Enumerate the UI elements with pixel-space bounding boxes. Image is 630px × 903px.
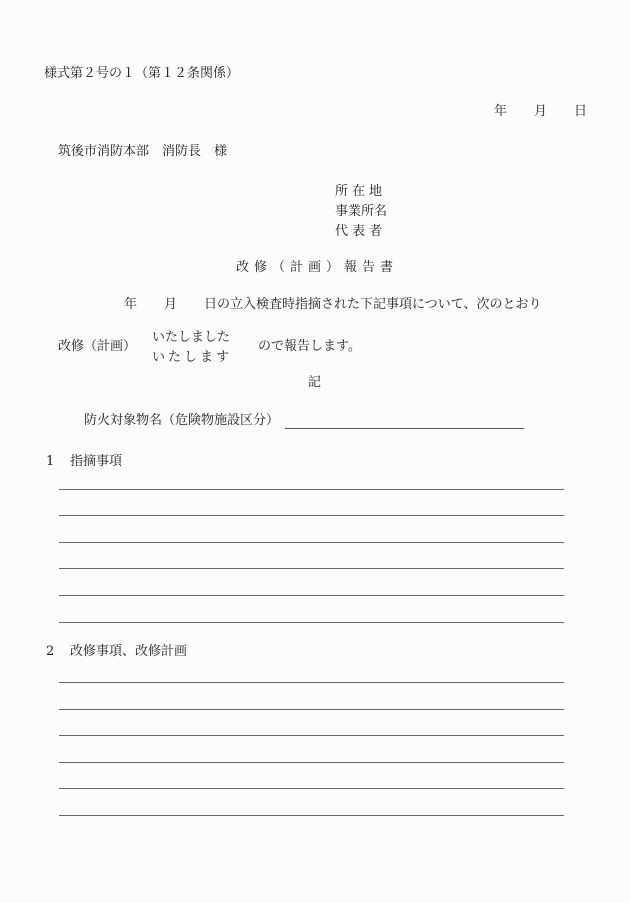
addressee: 筑後市消防本部 消防長 様 xyxy=(58,144,228,159)
section-2-number: 2 xyxy=(46,644,55,659)
section-1-line-4[interactable] xyxy=(59,568,564,569)
body-line-1 xyxy=(0,297,630,313)
section-2-title: 改修事項、改修計画 xyxy=(70,644,188,659)
section-2-heading xyxy=(46,644,187,660)
section-1-line-3[interactable] xyxy=(59,542,564,543)
section-2-line-2[interactable] xyxy=(59,709,564,710)
section-2-line-1[interactable] xyxy=(59,682,564,683)
date-month-label: 月 xyxy=(534,104,548,119)
form-number: 様式第２号の１（第１２条関係） xyxy=(44,66,240,81)
section-2-line-4[interactable] xyxy=(59,762,564,763)
document-title: 改修（計画）報告書 xyxy=(236,260,399,275)
choice-planned: いたします xyxy=(152,350,233,365)
target-object-label: 防火対象物名（危険物施設区分） xyxy=(84,413,280,428)
date-day-label: 日 xyxy=(574,104,588,119)
representative-label: 代表者 xyxy=(335,224,387,239)
section-1-title: 指摘事項 xyxy=(70,454,123,469)
inspection-year-label: 年 xyxy=(124,297,138,312)
ki-marker: 記 xyxy=(308,375,322,390)
section-1-number: 1 xyxy=(46,454,55,469)
submission-date xyxy=(0,104,630,120)
choice-completed: いたしました xyxy=(152,330,231,345)
section-1-line-1[interactable] xyxy=(59,489,564,490)
section-2-line-6[interactable] xyxy=(59,815,564,816)
business-name-label: 事業所名 xyxy=(335,204,388,219)
inspection-month-label: 月 xyxy=(164,297,178,312)
section-2-line-5[interactable] xyxy=(59,788,564,789)
target-object-field[interactable] xyxy=(285,428,524,429)
section-1-line-6[interactable] xyxy=(59,622,564,623)
body-line-2-lead: 改修（計画） xyxy=(58,339,137,354)
section-1-line-2[interactable] xyxy=(59,515,564,516)
body-line-1-text: 日の立入検査時指摘された下記事項について、次のとおり xyxy=(204,297,542,312)
submitter-block xyxy=(335,182,387,242)
address-label: 所在地 xyxy=(335,184,387,199)
completion-choice xyxy=(152,328,232,368)
section-1-line-5[interactable] xyxy=(59,595,564,596)
section-1-heading xyxy=(46,454,122,470)
date-year-label: 年 xyxy=(494,104,508,119)
body-line-2-tail: ので報告します。 xyxy=(258,339,361,354)
section-2-line-3[interactable] xyxy=(59,735,564,736)
